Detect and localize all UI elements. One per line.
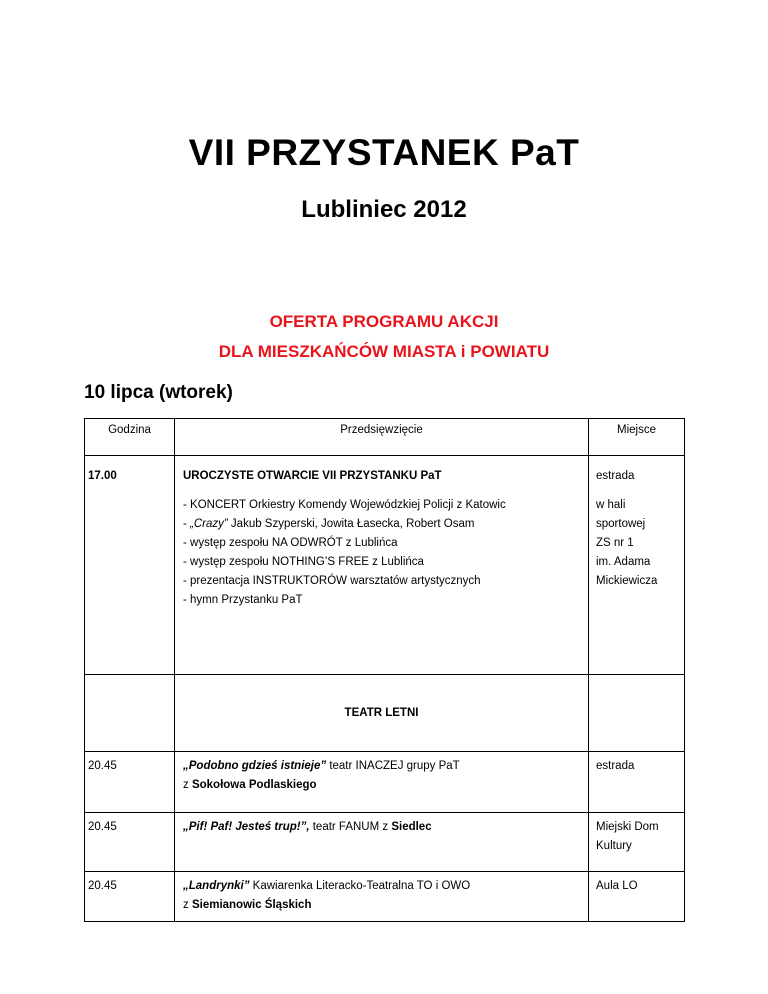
row-place: Aula LO xyxy=(596,880,638,892)
opening-line3: - występ zespołu NA ODWRÓT z Lublińca xyxy=(183,537,398,549)
row-event: „Landrynki” Kawiarenka Literacko-Teatralna TO i OWO xyxy=(183,880,471,892)
row-place: Miejski Dom xyxy=(596,821,659,833)
row-event-line2: z Siemianowic Śląskich xyxy=(183,899,312,911)
table-row-opening xyxy=(85,456,685,675)
header-place: Miejsce xyxy=(589,419,685,456)
table-row xyxy=(85,752,685,813)
opening-line2: - „Crazy” Jakub Szyperski, Jowita Łasecka, Robert Osam xyxy=(183,518,475,530)
row-event: „Podobno gdzieś istnieje” teatr INACZEJ grupy PaT xyxy=(183,760,460,772)
document-subtitle: Lubliniec 2012 xyxy=(301,196,467,223)
opening-time: 17.00 xyxy=(88,470,117,482)
section-teatr-letni: TEATR LETNI xyxy=(175,675,589,752)
opening-place-line: im. Adama xyxy=(596,556,651,568)
opening-line1: - KONCERT Orkiestry Komendy Wojewódzkiej Policji z Katowic xyxy=(183,499,506,511)
header-event: Przedsięwzięcie xyxy=(175,419,589,456)
opening-title: UROCZYSTE OTWARCIE VII PRZYSTANKU PaT xyxy=(183,470,442,482)
row-event-line2: z Sokołowa Podlaskiego xyxy=(183,779,317,791)
opening-place-line: sportowej xyxy=(596,518,646,530)
table-row xyxy=(85,872,685,922)
row-place: estrada xyxy=(596,760,635,772)
header-time: Godzina xyxy=(85,419,175,456)
row-time: 20.45 xyxy=(88,821,117,833)
opening-place-line: Mickiewicza xyxy=(596,575,658,587)
offer-heading-line1: OFERTA PROGRAMU AKCJI xyxy=(269,312,499,331)
row-time: 20.45 xyxy=(88,760,117,772)
row-place-line2: Kultury xyxy=(596,840,632,852)
offer-heading-line2: DLA MIESZKAŃCÓW MIASTA i POWIATU xyxy=(218,342,550,361)
opening-place-line: ZS nr 1 xyxy=(596,537,634,549)
opening-line4: - występ zespołu NOTHING’S FREE z Lublińca xyxy=(183,556,424,568)
opening-place-main: estrada xyxy=(596,470,635,482)
event-date: 10 lipca (wtorek) xyxy=(84,382,233,403)
document-title: VII PRZYSTANEK PaT xyxy=(188,132,580,173)
row-time: 20.45 xyxy=(88,880,117,892)
opening-line5: - prezentacja INSTRUKTORÓW warsztatów artystycznych xyxy=(183,575,481,587)
opening-line6: - hymn Przystanku PaT xyxy=(183,594,303,606)
row-event: „Pif! Paf! Jesteś trup!”, teatr FANUM z Siedlec xyxy=(183,821,432,833)
table-row xyxy=(85,813,685,872)
opening-place-line: w hali xyxy=(596,499,626,511)
table-header-row xyxy=(85,419,685,456)
program-table xyxy=(84,418,685,922)
table-row-section xyxy=(85,675,685,752)
